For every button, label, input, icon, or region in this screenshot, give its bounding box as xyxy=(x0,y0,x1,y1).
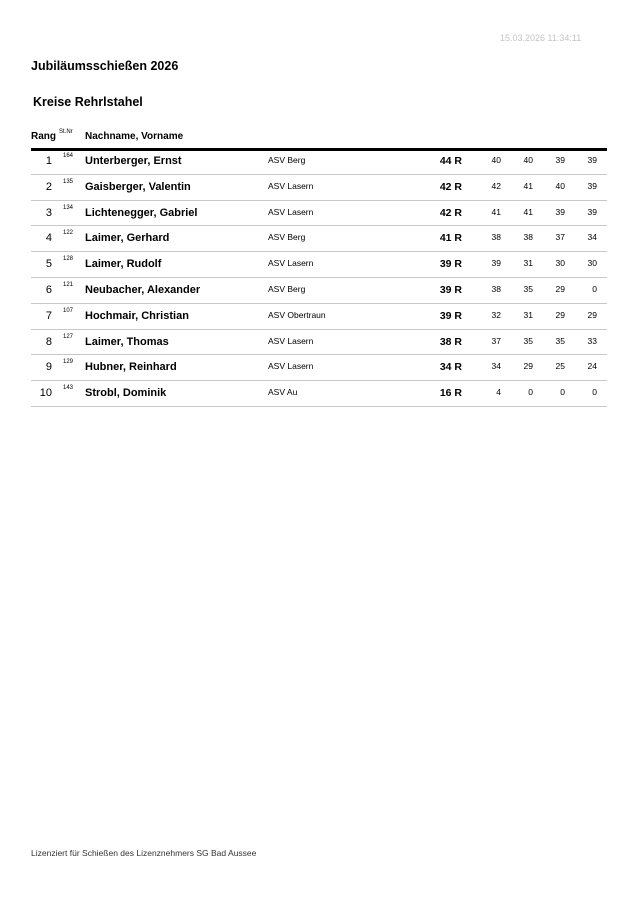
series-3-cell: 35 xyxy=(555,335,565,346)
series-4-cell: 39 xyxy=(587,206,597,217)
series-1-cell: 34 xyxy=(491,361,501,372)
series-2-cell: 35 xyxy=(523,335,533,346)
series-1-cell: 41 xyxy=(491,206,501,217)
table-row xyxy=(31,252,607,278)
series-3-cell: 39 xyxy=(555,155,565,165)
header-rank: Rang xyxy=(31,131,56,142)
name-cell: Hochmair, Christian xyxy=(85,309,189,322)
name-cell: Neubacher, Alexander xyxy=(85,283,201,296)
table-row xyxy=(31,381,607,407)
rank-cell: 4 xyxy=(45,232,52,245)
series-2-cell: 29 xyxy=(523,361,533,372)
club-cell: ASV Obertraun xyxy=(268,309,326,320)
total-cell: 34 R xyxy=(439,361,462,374)
table-row xyxy=(31,330,607,356)
series-1-cell: 38 xyxy=(491,283,501,294)
name-cell: Lichtenegger, Gabriel xyxy=(85,206,198,219)
total-cell: 16 R xyxy=(439,387,462,400)
series-2-cell: 0 xyxy=(528,387,533,398)
series-2-cell: 41 xyxy=(523,206,533,217)
series-1-cell: 39 xyxy=(491,258,501,269)
series-4-cell: 24 xyxy=(587,361,597,372)
table-row xyxy=(31,226,607,252)
total-cell: 42 R xyxy=(439,180,462,193)
club-cell: ASV Lasern xyxy=(268,206,314,217)
start-number-cell: 129 xyxy=(63,359,74,366)
series-1-cell: 32 xyxy=(491,309,501,320)
total-cell: 38 R xyxy=(439,335,462,348)
total-cell: 44 R xyxy=(439,155,462,167)
total-cell: 39 R xyxy=(439,258,462,271)
series-3-cell: 0 xyxy=(560,387,565,398)
start-number-cell: 164 xyxy=(63,153,74,159)
club-cell: ASV Berg xyxy=(268,155,306,165)
series-2-cell: 41 xyxy=(523,180,533,191)
license-footer: Lizenziert für Schießen des Lizenznehmers SG Bad Aussee xyxy=(31,848,257,858)
series-4-cell: 34 xyxy=(587,232,597,243)
start-number-cell: 143 xyxy=(63,385,74,392)
club-cell: ASV Berg xyxy=(268,232,306,243)
total-cell: 39 R xyxy=(439,283,462,296)
name-cell: Laimer, Gerhard xyxy=(85,232,170,245)
rank-cell: 5 xyxy=(45,258,52,271)
series-2-cell: 38 xyxy=(523,232,533,243)
total-cell: 41 R xyxy=(439,232,462,245)
series-3-cell: 29 xyxy=(555,309,565,320)
rank-cell: 10 xyxy=(39,387,52,400)
results-table xyxy=(31,149,607,407)
start-number-cell: 128 xyxy=(63,256,74,263)
start-number-cell: 135 xyxy=(63,178,74,185)
series-4-cell: 39 xyxy=(587,155,597,165)
name-cell: Hubner, Reinhard xyxy=(85,361,177,374)
start-number-cell: 122 xyxy=(63,230,74,237)
table-header xyxy=(31,129,607,151)
series-3-cell: 39 xyxy=(555,206,565,217)
rank-cell: 2 xyxy=(45,180,52,193)
series-1-cell: 38 xyxy=(491,232,501,243)
series-3-cell: 29 xyxy=(555,283,565,294)
club-cell: ASV Lasern xyxy=(268,180,314,191)
name-cell: Unterberger, Ernst xyxy=(85,155,182,167)
series-2-cell: 31 xyxy=(523,258,533,269)
start-number-cell: 107 xyxy=(63,307,74,314)
name-cell: Gaisberger, Valentin xyxy=(85,180,191,193)
series-4-cell: 33 xyxy=(587,335,597,346)
series-3-cell: 30 xyxy=(555,258,565,269)
name-cell: Laimer, Rudolf xyxy=(85,258,162,271)
series-3-cell: 25 xyxy=(555,361,565,372)
start-number-cell: 121 xyxy=(63,281,74,288)
header-name: Nachname, Vorname xyxy=(85,131,184,142)
name-cell: Laimer, Thomas xyxy=(85,335,169,348)
rank-cell: 8 xyxy=(45,335,52,348)
print-timestamp: 15.03.2026 11:34:11 xyxy=(500,33,582,43)
rank-cell: 7 xyxy=(45,309,52,322)
rank-cell: 1 xyxy=(45,155,52,167)
series-2-cell: 31 xyxy=(523,309,533,320)
club-cell: ASV Lasern xyxy=(268,258,314,269)
series-4-cell: 0 xyxy=(592,283,597,294)
header-start-number: St.Nr xyxy=(59,129,73,135)
total-cell: 39 R xyxy=(439,309,462,322)
series-1-cell: 4 xyxy=(496,387,501,398)
series-4-cell: 29 xyxy=(587,309,597,320)
series-2-cell: 40 xyxy=(523,155,533,165)
discipline-title: Kreise Rehrlstahel xyxy=(33,95,143,109)
club-cell: ASV Berg xyxy=(268,283,306,294)
table-row xyxy=(31,304,607,330)
event-title: Jubiläumsschießen 2026 xyxy=(31,59,179,73)
rank-cell: 9 xyxy=(45,361,52,374)
series-4-cell: 0 xyxy=(592,387,597,398)
series-4-cell: 39 xyxy=(587,180,597,191)
series-1-cell: 37 xyxy=(491,335,501,346)
start-number-cell: 127 xyxy=(63,333,74,340)
series-3-cell: 37 xyxy=(555,232,565,243)
total-cell: 42 R xyxy=(439,206,462,219)
series-3-cell: 40 xyxy=(555,180,565,191)
table-row xyxy=(31,175,607,201)
table-row xyxy=(31,355,607,381)
series-2-cell: 35 xyxy=(523,283,533,294)
rank-cell: 3 xyxy=(45,206,52,219)
club-cell: ASV Lasern xyxy=(268,335,314,346)
table-row xyxy=(31,278,607,304)
series-1-cell: 40 xyxy=(491,155,501,165)
club-cell: ASV Lasern xyxy=(268,361,314,372)
table-row xyxy=(31,149,607,175)
series-1-cell: 42 xyxy=(491,180,501,191)
club-cell: ASV Au xyxy=(268,387,298,398)
series-4-cell: 30 xyxy=(587,258,597,269)
table-row xyxy=(31,201,607,227)
rank-cell: 6 xyxy=(45,283,52,296)
start-number-cell: 134 xyxy=(63,204,74,211)
name-cell: Strobl, Dominik xyxy=(85,387,167,400)
